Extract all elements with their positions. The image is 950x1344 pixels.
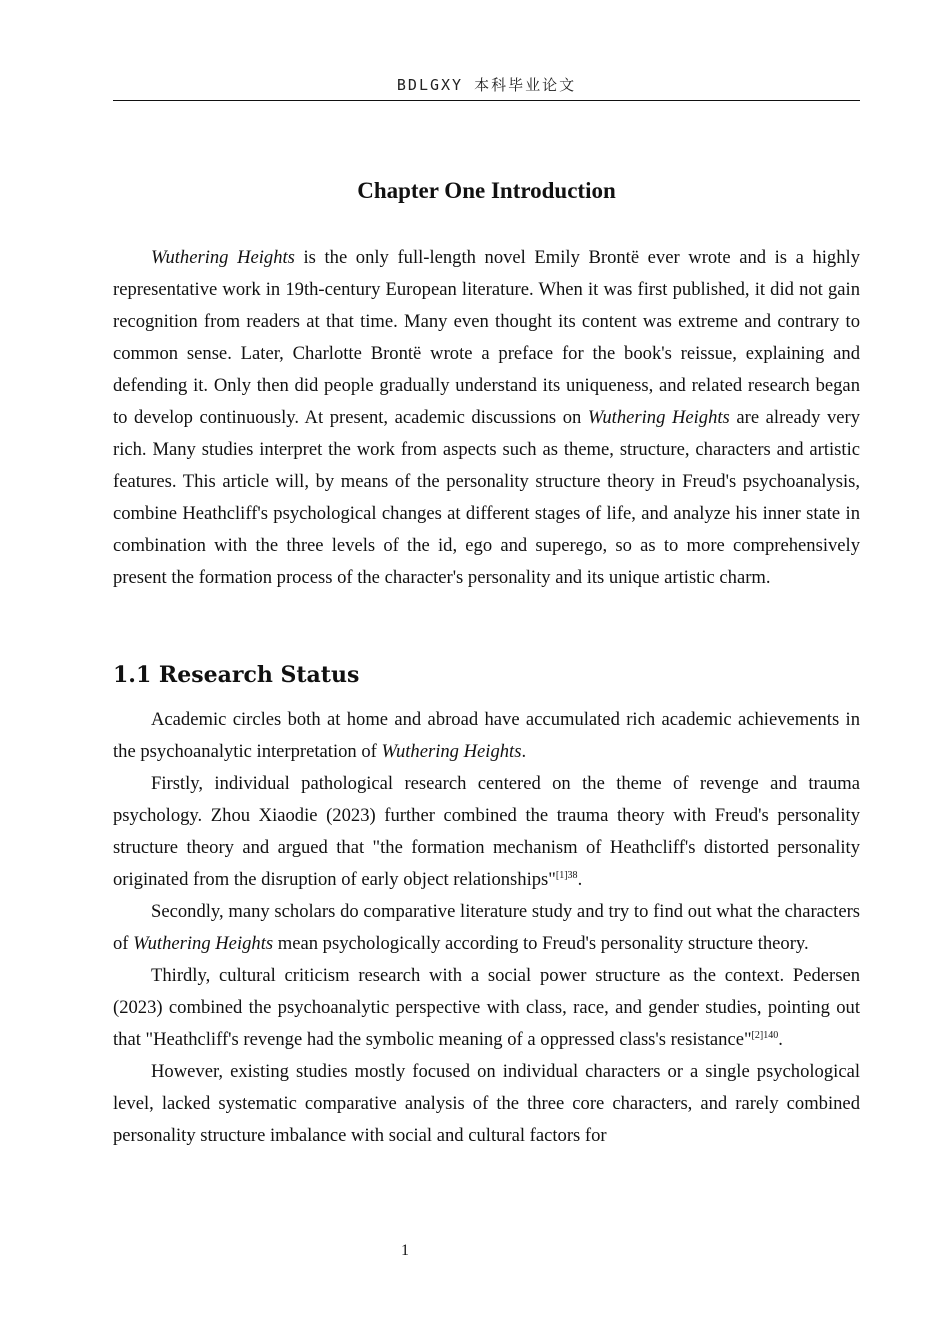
- intro-text-1: is the only full-length novel Emily Brontë ever wrote and is a highly representative work in 19th-century European literature. When it was first published, it did not gain recognition from readers at that time. Many even thought its content was extreme and contrary to common sense. Later, Charlotte Brontë wrote a preface for the book's reissue, explaining and defending it. Only then did people gradually understand its uniqueness, and related research began to develop continuously. At present, academic discussions on: [113, 247, 860, 428]
- running-header: BDLGXY 本科毕业论文: [396, 76, 577, 94]
- book-title: Wuthering Heights: [587, 407, 730, 428]
- research-status-body: [113, 704, 860, 1152]
- research-paragraph-4: [113, 960, 860, 1056]
- header-rule: [113, 100, 860, 101]
- introduction-body: [113, 242, 860, 594]
- research-paragraph-5: [113, 1056, 860, 1152]
- paragraph-text: .: [521, 741, 527, 762]
- book-title: Wuthering Heights: [133, 933, 274, 954]
- paragraph-text: .: [778, 1029, 783, 1050]
- section-heading: 1.1 Research Status: [113, 662, 360, 688]
- paragraph-text: However, existing studies mostly focused on individual characters or a single psychological level, lacked systematic comparative analysis of the three core characters, and rarely combined personality structure imbalance with social and cultural factors for: [113, 1061, 860, 1146]
- paragraph-text: Thirdly, cultural criticism research with a social power structure as the context. Pedersen (2023) combined the psychoanalytic perspective with class, race, and gender studies, pointing out that "Heathcliff's revenge had the symbolic meaning of a oppressed class's resistance": [113, 965, 860, 1050]
- book-title: Wuthering Heights: [381, 741, 522, 762]
- page-number: 1: [401, 1242, 409, 1259]
- research-paragraph-3: [113, 896, 860, 960]
- citation-reference: [1]38: [555, 870, 578, 881]
- citation-reference: [2]140: [751, 1030, 779, 1041]
- paragraph-text: Academic circles both at home and abroad have accumulated rich academic achievements in the psychoanalytic interpretation of: [113, 709, 860, 762]
- intro-paragraph: [113, 242, 860, 594]
- paragraph-text: .: [577, 869, 583, 890]
- paragraph-text: Firstly, individual pathological research centered on the theme of revenge and trauma psychology. Zhou Xiaodie (2023) further combined the trauma theory with Freud's personality structure theory and argued that "the formation mechanism of Heathcliff's distorted personality originated from the disruption of early object relationships": [113, 773, 860, 890]
- research-paragraph-2: [113, 768, 860, 896]
- book-title: Wuthering Heights: [151, 247, 295, 268]
- chapter-title: Chapter One Introduction: [357, 178, 616, 203]
- paragraph-text: Secondly, many scholars do comparative literature study and try to find out what the characters of: [113, 901, 860, 954]
- research-paragraph-1: [113, 704, 860, 768]
- intro-text-2: are already very rich. Many studies interpret the work from aspects such as theme, structure, characters and artistic features. This article will, by means of the personality structure theory in Freud's psychoanalysis, combine Heathcliff's psychological changes at different stages of life, and analyze his inner state in combination with the three levels of the id, ego and superego, so as to more comprehensively present the formation process of the character's personality and its unique artistic charm.: [113, 407, 860, 588]
- paragraph-text: mean psychologically according to Freud's personality structure theory.: [273, 933, 809, 954]
